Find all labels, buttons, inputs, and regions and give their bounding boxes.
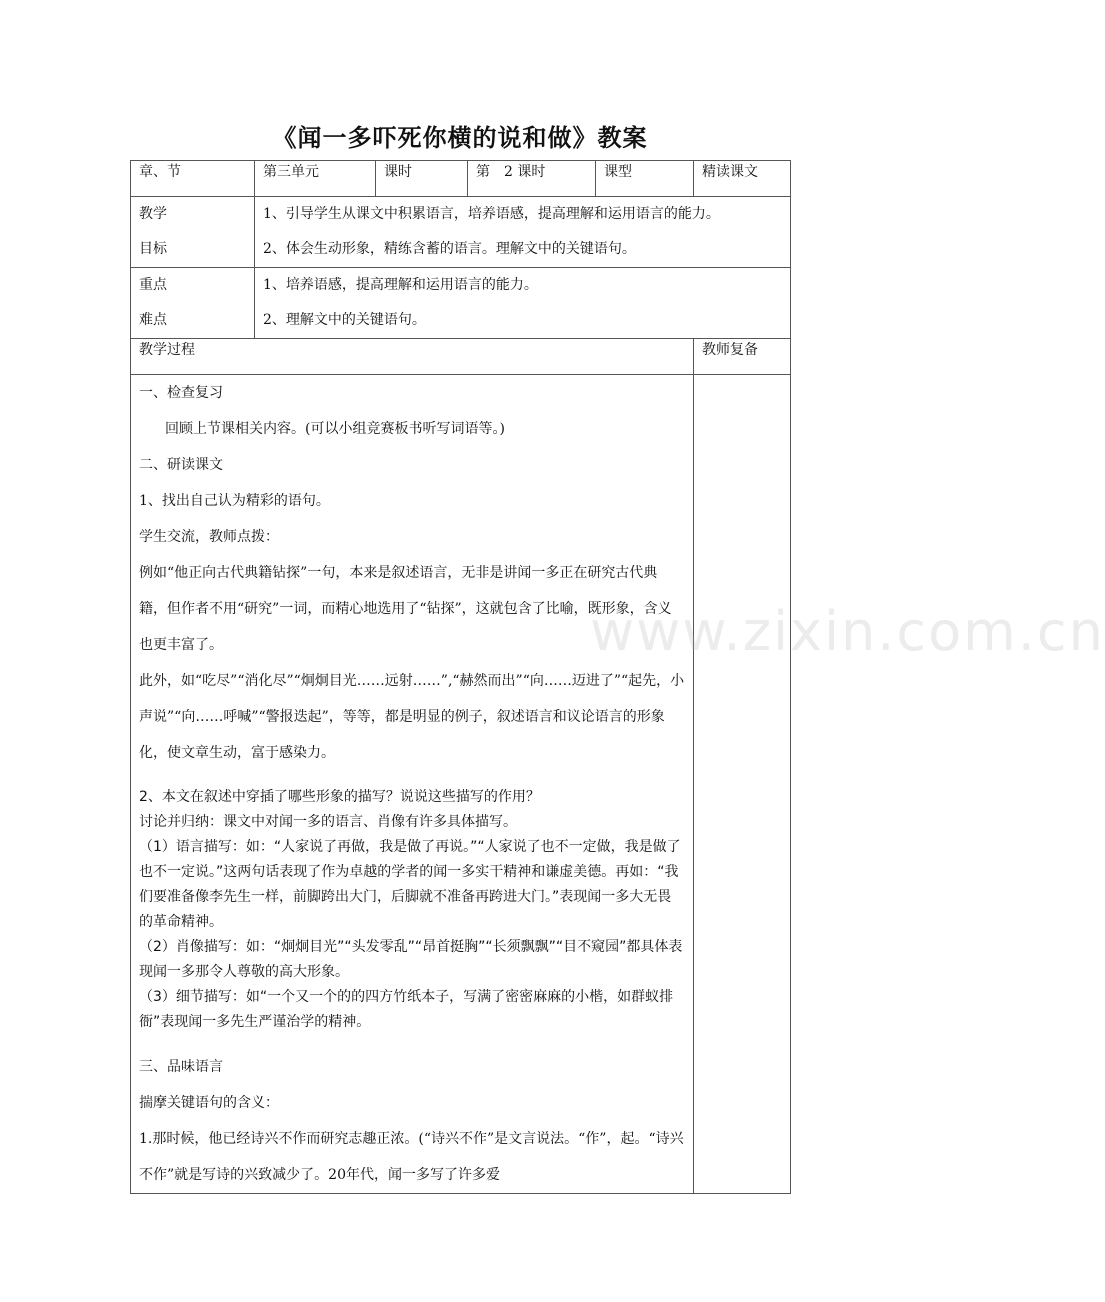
goals-label-1: 教学 (139, 206, 167, 222)
header-unit: 第三单元 (255, 161, 376, 197)
teacher-review-label: 教师复备 (694, 339, 791, 375)
header-chapter-label: 章、节 (131, 161, 255, 197)
study-question-1: 1、找出自己认为精彩的语句。 (139, 493, 330, 509)
watermark: www.zixin.com.cn (590, 600, 1105, 663)
teacher-review-cell (694, 375, 791, 1194)
goal-line-2: 2、体会生动形象，精练含蓄的语言。理解文中的关键语句。 (263, 241, 636, 257)
study-answer-2: （2）肖像描写：如：“炯炯目光”“头发零乱”“昂首挺胸”“长须飘飘”“目不窥园”都具体表现闻一多那令人尊敬的高大形象。 (139, 939, 683, 980)
study-paragraph-1: 例如“他正向古代典籍钻探”一句，本来是叙述语言，无非是讲闻一多正在研究古代典籍，但作者不用“研究”一词，而精心地选用了“钻探”，这就包含了比喻，既形象，含义也更丰富了。 (139, 565, 672, 653)
goals-content (255, 197, 791, 268)
study-paragraph-2: 此外，如“吃尽”“消化尽”“炯炯目光……远射……”,“赫然而出”“向……迈进了”“起先，小声说”“向……呼喊”“警报迭起”，等等，都是明显的例子，叙述语言和议论语言的形象化，使文章生动，富于感染力。 (139, 673, 685, 761)
header-type-label: 课型 (596, 161, 694, 197)
section-review-text: 回顾上节课相关内容。(可以小组竞赛板书听写词语等。) (165, 421, 505, 437)
keys-row (131, 268, 791, 339)
lesson-plan-table (130, 160, 791, 1194)
process-label: 教学过程 (131, 339, 694, 375)
keys-label-1: 重点 (139, 277, 167, 293)
keys-label-2: 难点 (139, 312, 167, 328)
header-row (131, 161, 791, 197)
process-header-row (131, 339, 791, 375)
keys-content (255, 268, 791, 339)
study-question-2: 2、本文在叙述中穿插了哪些形象的描写？说说这些描写的作用？ (139, 789, 540, 805)
section-study-heading: 二、研读课文 (139, 457, 223, 473)
section-review-heading: 一、检查复习 (139, 385, 223, 401)
goals-row (131, 197, 791, 268)
header-period-label: 课时 (376, 161, 468, 197)
key-line-2: 2、理解文中的关键语句。 (263, 312, 426, 328)
page-title: 《闻一多吓死你横的说和做》教案 (272, 123, 648, 152)
header-type-value: 精读课文 (694, 161, 791, 197)
study-answer-3: （3）细节描写：如“一个又一个的的四方竹纸本子，写满了密密麻麻的小楷，如群蚁排衙”表现闻一多先生严谨治学的精神。 (139, 989, 674, 1030)
header-period-value: 第 2 课时 (468, 161, 596, 197)
key-line-1: 1、培养语感，提高理解和运用语言的能力。 (263, 277, 538, 293)
study-answer-1: （1）语言描写：如：“人家说了再做，我是做了再说。”“人家说了也不一定做，我是做了也不一定说。”这两句话表现了作为卓越的学者的闻一多实干精神和谦虚美德。再如：“我们要准备像李先生一样，前脚跨出大门，后脚就不准备再跨进大门。”表现闻一多大无畏的革命精神。 (139, 839, 681, 930)
process-content (131, 375, 694, 1194)
goals-label-2: 目标 (139, 241, 167, 257)
language-intro: 揣摩关键语句的含义： (139, 1095, 279, 1111)
section-language-heading: 三、品味语言 (139, 1059, 223, 1075)
study-summary: 讨论并归纳：课文中对闻一多的语言、肖像有许多具体描写。 (139, 814, 517, 830)
goal-line-1: 1、引导学生从课文中积累语言，培养语感，提高理解和运用语言的能力。 (263, 206, 720, 222)
language-question-1: 1.那时候，他已经诗兴不作而研究志趣正浓。(“诗兴不作”是文言说法。“作”，起。“诗兴不作”就是写诗的兴致减少了。20年代，闻一多写了许多爱 (139, 1131, 684, 1183)
process-body-row (131, 375, 791, 1194)
study-exchange: 学生交流，教师点拨： (139, 529, 279, 545)
keys-label (131, 268, 255, 339)
goals-label (131, 197, 255, 268)
